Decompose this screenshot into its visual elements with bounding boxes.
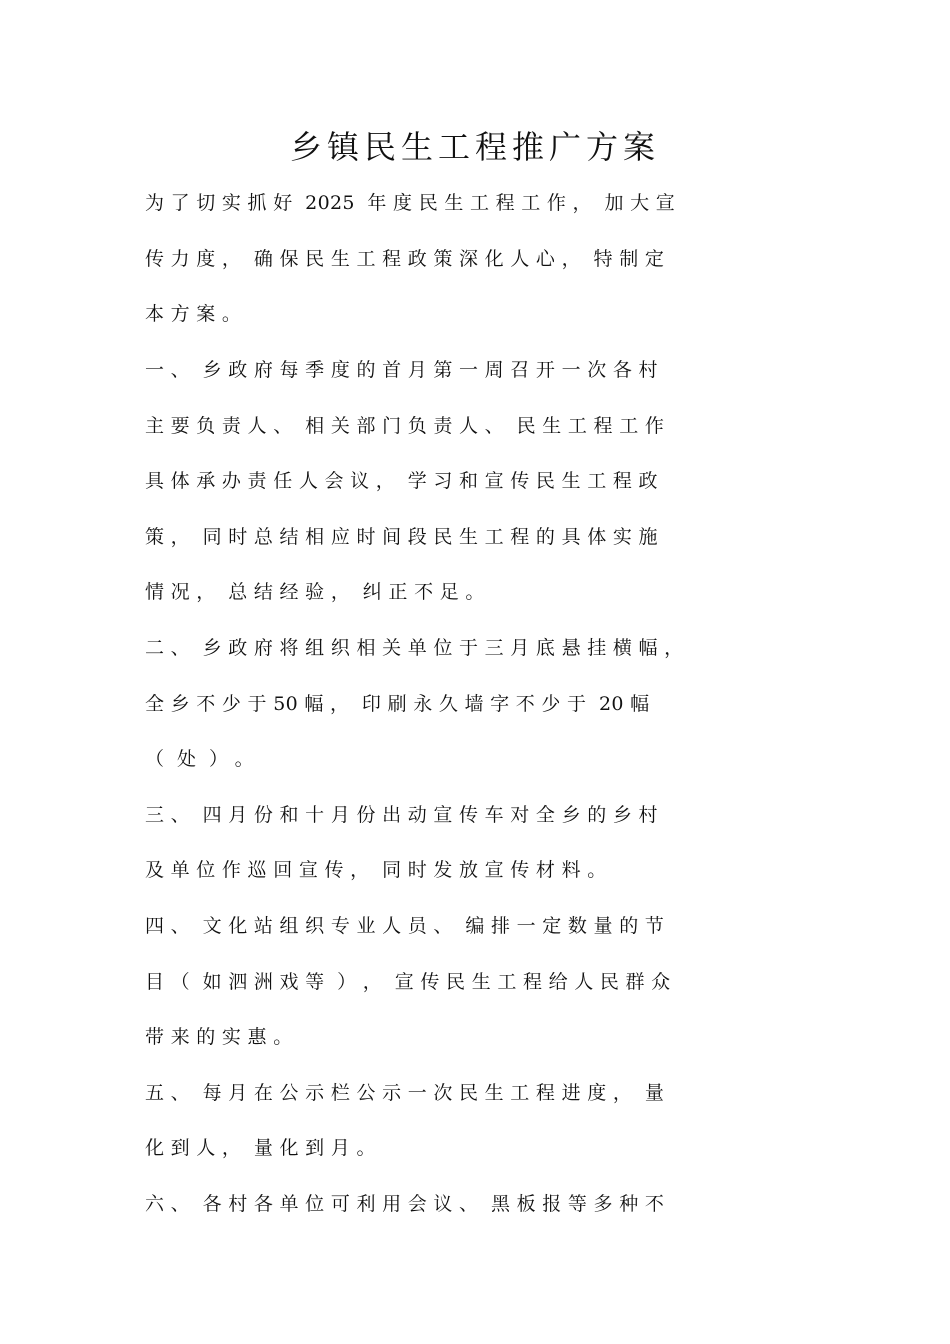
paragraph-line: 情 况 ， 总 结 经 验 ， 纠 正 不 足 。 xyxy=(145,581,485,603)
paragraph-line: 五 、 每 月 在 公 示 栏 公 示 一 次 民 生 工 程 进 度 ， 量 xyxy=(145,1082,665,1104)
paragraph-line: 本 方 案 。 xyxy=(145,303,242,325)
paragraph-line: 六 、 各 村 各 单 位 可 利 用 会 议 、 黑 板 报 等 多 种 不 xyxy=(145,1193,665,1215)
paragraph-line: 二 、 乡 政 府 将 组 织 相 关 单 位 于 三 月 底 悬 挂 横 幅 ， xyxy=(145,637,684,659)
paragraph-line: 目 （ 如 泗 洲 戏 等 ） ， 宣 传 民 生 工 程 给 人 民 群 众 xyxy=(145,971,671,993)
paragraph-line: 主 要 负 责 人 、 相 关 部 门 负 责 人 、 民 生 工 程 工 作 xyxy=(145,415,665,437)
paragraph-line: 四 、 文 化 站 组 织 专 业 人 员 、 编 排 一 定 数 量 的 节 xyxy=(145,915,665,937)
paragraph-line: 三 、 四 月 份 和 十 月 份 出 动 宣 传 车 对 全 乡 的 乡 村 xyxy=(145,804,658,826)
paragraph-line: （ 处 ） 。 xyxy=(145,748,254,770)
paragraph-line: 传 力 度 ， 确 保 民 生 工 程 政 策 深 化 人 心 ， 特 制 定 xyxy=(145,248,665,270)
paragraph-line: 具 体 承 办 责 任 人 会 议 ， 学 习 和 宣 传 民 生 工 程 政 xyxy=(145,470,658,492)
paragraph-line: 带 来 的 实 惠 。 xyxy=(145,1026,293,1048)
paragraph-line: 化 到 人 ， 量 化 到 月 。 xyxy=(145,1137,376,1159)
document-title: 乡镇民生工程推广方案 xyxy=(289,128,660,166)
paragraph-line: 一 、 乡 政 府 每 季 度 的 首 月 第 一 周 召 开 一 次 各 村 xyxy=(145,359,658,381)
paragraph-line: 全 乡 不 少 于 50 幅 ， 印 刷 永 久 墙 字 不 少 于 20 幅 xyxy=(145,693,650,715)
paragraph-line: 策 ， 同 时 总 结 相 应 时 间 段 民 生 工 程 的 具 体 实 施 xyxy=(145,526,658,548)
paragraph-line: 为 了 切 实 抓 好 2025 年 度 民 生 工 程 工 作 ， 加 大 宣 xyxy=(145,192,676,214)
paragraph-line: 及 单 位 作 巡 回 宣 传 ， 同 时 发 放 宣 传 材 料 。 xyxy=(145,859,607,881)
